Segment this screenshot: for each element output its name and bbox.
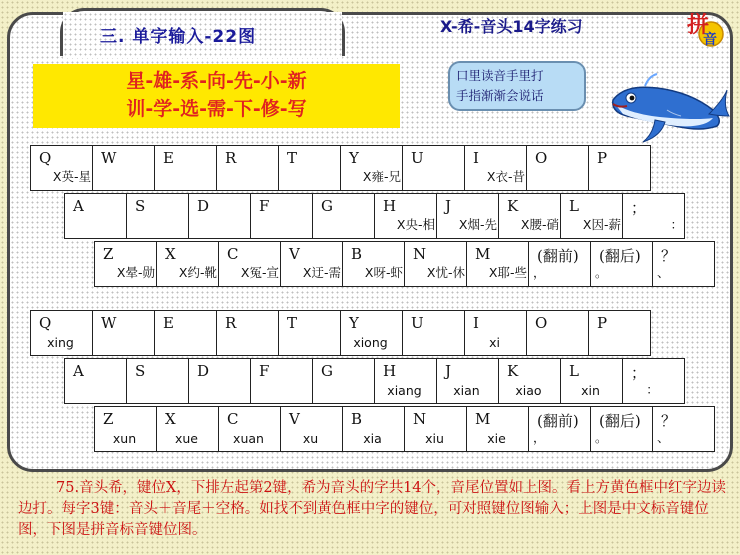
key-letter: ；: [631, 199, 647, 217]
key-sublabel: X冤-宣: [240, 265, 279, 280]
key-letter: E: [163, 314, 174, 332]
key-letter: R: [225, 149, 237, 167]
cn-key-2-3[interactable]: [280, 241, 343, 287]
key-sublabel: X呀-虾: [364, 265, 403, 280]
key-letter: C: [227, 245, 239, 263]
key-sublabel: X忧-休: [426, 265, 465, 280]
key-letter: S: [135, 197, 146, 215]
key-letter: N: [413, 245, 427, 263]
key-letter: X: [165, 245, 176, 263]
key-letter: D: [197, 362, 210, 380]
key-letter: Q: [39, 149, 52, 167]
key-letter: Q: [39, 314, 52, 332]
key-letter: H: [383, 197, 397, 215]
key-sublabel: xiong: [353, 335, 388, 350]
key-letter: O: [535, 149, 548, 167]
key-letter: L: [569, 197, 579, 215]
key-letter: G: [321, 197, 333, 215]
key-letter: V: [289, 245, 300, 263]
key-letter: (翻前): [537, 412, 579, 430]
key-letter: (翻后): [599, 247, 641, 265]
key-letter: P: [597, 149, 608, 167]
key-sublabel: ，: [533, 430, 546, 445]
py-key-2-4[interactable]: [342, 406, 405, 452]
key-sublabel: xuan: [233, 431, 264, 446]
key-letter: V: [289, 410, 300, 428]
key-sublabel: xiu: [425, 431, 444, 446]
py-key-2-9[interactable]: [652, 406, 715, 452]
key-letter: T: [287, 314, 298, 332]
py-key-1-2[interactable]: [188, 358, 251, 404]
py-key-0-2[interactable]: [154, 310, 217, 356]
bubble-line-2: 手指渐渐会说话: [456, 88, 544, 103]
key-letter: Z: [103, 410, 114, 428]
key-letter: U: [411, 314, 424, 332]
key-letter: (翻后): [599, 412, 641, 430]
cn-key-1-6[interactable]: [436, 193, 499, 239]
key-sublabel: X烟-先: [458, 217, 497, 232]
key-letter: W: [101, 149, 117, 167]
py-key-0-9[interactable]: [588, 310, 651, 356]
key-letter: B: [351, 245, 363, 263]
py-key-0-1[interactable]: [92, 310, 155, 356]
lesson-subtitle: X-希-音头14字练习: [440, 17, 583, 36]
cn-key-2-2[interactable]: [218, 241, 281, 287]
key-letter: (翻前): [537, 247, 579, 265]
cn-key-0-0[interactable]: [30, 145, 93, 191]
svg-text:拼: 拼: [687, 13, 710, 38]
py-key-0-5[interactable]: [340, 310, 403, 356]
key-sublabel: X约-靴: [178, 265, 217, 280]
key-sublabel: X央-相: [396, 217, 435, 232]
practice-line-2: 训-学-选-需-下-修-写: [126, 98, 307, 120]
key-letter: B: [351, 410, 363, 428]
key-sublabel: xia: [363, 431, 382, 446]
key-letter: O: [535, 314, 548, 332]
practice-characters: [33, 64, 400, 128]
cn-key-1-7[interactable]: [498, 193, 561, 239]
key-sublabel: X迂-需: [302, 265, 341, 280]
key-sublabel: X腰-硝: [520, 217, 559, 232]
py-key-2-8[interactable]: [590, 406, 653, 452]
key-letter: M: [475, 410, 491, 428]
py-key-1-7[interactable]: [498, 358, 561, 404]
key-letter: N: [413, 410, 427, 428]
instruction-text: 75.音头希，键位X，下排左起第2键，希为音头的字共14个，音尾位置如上图。看上方黄色框中红字边读边打。每字3键：音头＋音尾＋空格。如找不到黄色框中字的键位，可对照键位图输入；上图是中文标音键位图，下图是拼音标音键位图。: [18, 480, 727, 538]
key-letter: H: [383, 362, 397, 380]
cn-key-0-3[interactable]: [216, 145, 279, 191]
key-letter: C: [227, 410, 239, 428]
py-key-2-3[interactable]: [280, 406, 343, 452]
key-letter: U: [411, 149, 424, 167]
key-letter: I: [473, 149, 479, 167]
key-letter: R: [225, 314, 237, 332]
py-key-0-0[interactable]: [30, 310, 93, 356]
key-letter: K: [507, 362, 519, 380]
key-letter: S: [135, 362, 146, 380]
key-sublabel: xu: [302, 431, 319, 446]
key-sublabel: xin: [581, 383, 600, 398]
key-sublabel: 。: [595, 265, 608, 280]
key-letter: F: [259, 197, 270, 215]
key-sublabel: xue: [174, 431, 198, 446]
key-sublabel: ：: [670, 217, 683, 232]
key-letter: D: [197, 197, 210, 215]
key-letter: E: [163, 149, 174, 167]
cn-key-2-8[interactable]: [590, 241, 653, 287]
key-sublabel: 、: [657, 265, 670, 280]
page-title: 三. 单字输入-22图: [100, 27, 257, 47]
key-sublabel: ，: [533, 265, 546, 280]
key-sublabel: X英-星: [52, 169, 91, 184]
whale-mascot-icon: [605, 70, 730, 145]
key-letter: J: [445, 362, 452, 380]
cn-key-2-4[interactable]: [342, 241, 405, 287]
key-letter: Z: [103, 245, 114, 263]
py-key-1-3[interactable]: [250, 358, 313, 404]
cn-key-0-1[interactable]: [92, 145, 155, 191]
key-letter: L: [569, 362, 579, 380]
py-key-2-0[interactable]: [94, 406, 157, 452]
pinyin-logo-icon: [684, 8, 724, 48]
py-key-1-8[interactable]: [560, 358, 623, 404]
key-letter: M: [475, 245, 491, 263]
bubble-line-1: 口里读音手里打: [456, 68, 544, 83]
speech-bubble: [448, 61, 586, 111]
key-letter: P: [597, 314, 608, 332]
key-letter: A: [73, 197, 84, 215]
key-sublabel: xun: [112, 431, 137, 446]
key-letter: T: [287, 149, 298, 167]
py-key-2-1[interactable]: [156, 406, 219, 452]
key-letter: ？: [661, 412, 677, 430]
cn-key-0-7[interactable]: [464, 145, 527, 191]
py-key-1-5[interactable]: [374, 358, 437, 404]
cn-key-2-1[interactable]: [156, 241, 219, 287]
key-letter: K: [507, 197, 519, 215]
key-letter: Y: [349, 149, 359, 167]
key-sublabel: xie: [487, 431, 506, 446]
cn-key-0-5[interactable]: [340, 145, 403, 191]
cn-key-2-0[interactable]: [94, 241, 157, 287]
cn-key-1-4[interactable]: [312, 193, 375, 239]
py-key-1-4[interactable]: [312, 358, 375, 404]
cn-key-1-2[interactable]: [188, 193, 251, 239]
key-sublabel: X晕-勋: [116, 265, 155, 280]
key-sublabel: xian: [453, 383, 480, 398]
cn-key-2-9[interactable]: [652, 241, 715, 287]
key-letter: J: [445, 197, 452, 215]
cn-key-1-0[interactable]: [64, 193, 127, 239]
key-sublabel: X衣-昔: [486, 169, 525, 184]
key-sublabel: xiao: [515, 383, 542, 398]
py-key-2-6[interactable]: [466, 406, 529, 452]
py-key-0-7[interactable]: [464, 310, 527, 356]
cn-key-2-7[interactable]: [528, 241, 591, 287]
py-key-0-8[interactable]: [526, 310, 589, 356]
key-sublabel: 、: [657, 430, 670, 445]
cn-key-0-4[interactable]: [278, 145, 341, 191]
cn-key-0-2[interactable]: [154, 145, 217, 191]
cn-key-0-9[interactable]: [588, 145, 651, 191]
py-key-1-9[interactable]: [622, 358, 685, 404]
svg-text:音: 音: [703, 32, 717, 48]
key-sublabel: ：: [646, 382, 659, 397]
cn-key-1-9[interactable]: [622, 193, 685, 239]
key-letter: Y: [349, 314, 359, 332]
key-sublabel: X雍-兄: [362, 169, 401, 184]
key-sublabel: xing: [47, 335, 74, 350]
cn-key-1-1[interactable]: [126, 193, 189, 239]
py-key-1-6[interactable]: [436, 358, 499, 404]
key-sublabel: X因-薪: [582, 217, 621, 232]
cn-key-1-8[interactable]: [560, 193, 623, 239]
py-key-0-4[interactable]: [278, 310, 341, 356]
key-sublabel: 。: [595, 430, 608, 445]
cn-key-2-5[interactable]: [404, 241, 467, 287]
key-sublabel: xiang: [387, 383, 422, 398]
key-sublabel: X耶-些: [488, 265, 527, 280]
key-letter: W: [101, 314, 117, 332]
py-key-2-5[interactable]: [404, 406, 467, 452]
key-letter: F: [259, 362, 270, 380]
cn-key-0-6[interactable]: [402, 145, 465, 191]
py-key-1-1[interactable]: [126, 358, 189, 404]
key-sublabel: xi: [489, 335, 500, 350]
key-letter: I: [473, 314, 479, 332]
key-letter: G: [321, 362, 333, 380]
cn-key-2-6[interactable]: [466, 241, 529, 287]
py-key-0-6[interactable]: [402, 310, 465, 356]
practice-line-1: 星-雄-系-向-先-小-新: [126, 70, 307, 92]
py-key-2-2[interactable]: [218, 406, 281, 452]
py-key-2-7[interactable]: [528, 406, 591, 452]
cn-key-1-5[interactable]: [374, 193, 437, 239]
cn-key-1-3[interactable]: [250, 193, 313, 239]
key-letter: ；: [631, 364, 647, 382]
cn-key-0-8[interactable]: [526, 145, 589, 191]
key-letter: A: [73, 362, 84, 380]
key-letter: X: [165, 410, 176, 428]
key-letter: ？: [661, 247, 677, 265]
py-key-0-3[interactable]: [216, 310, 279, 356]
py-key-1-0[interactable]: [64, 358, 127, 404]
